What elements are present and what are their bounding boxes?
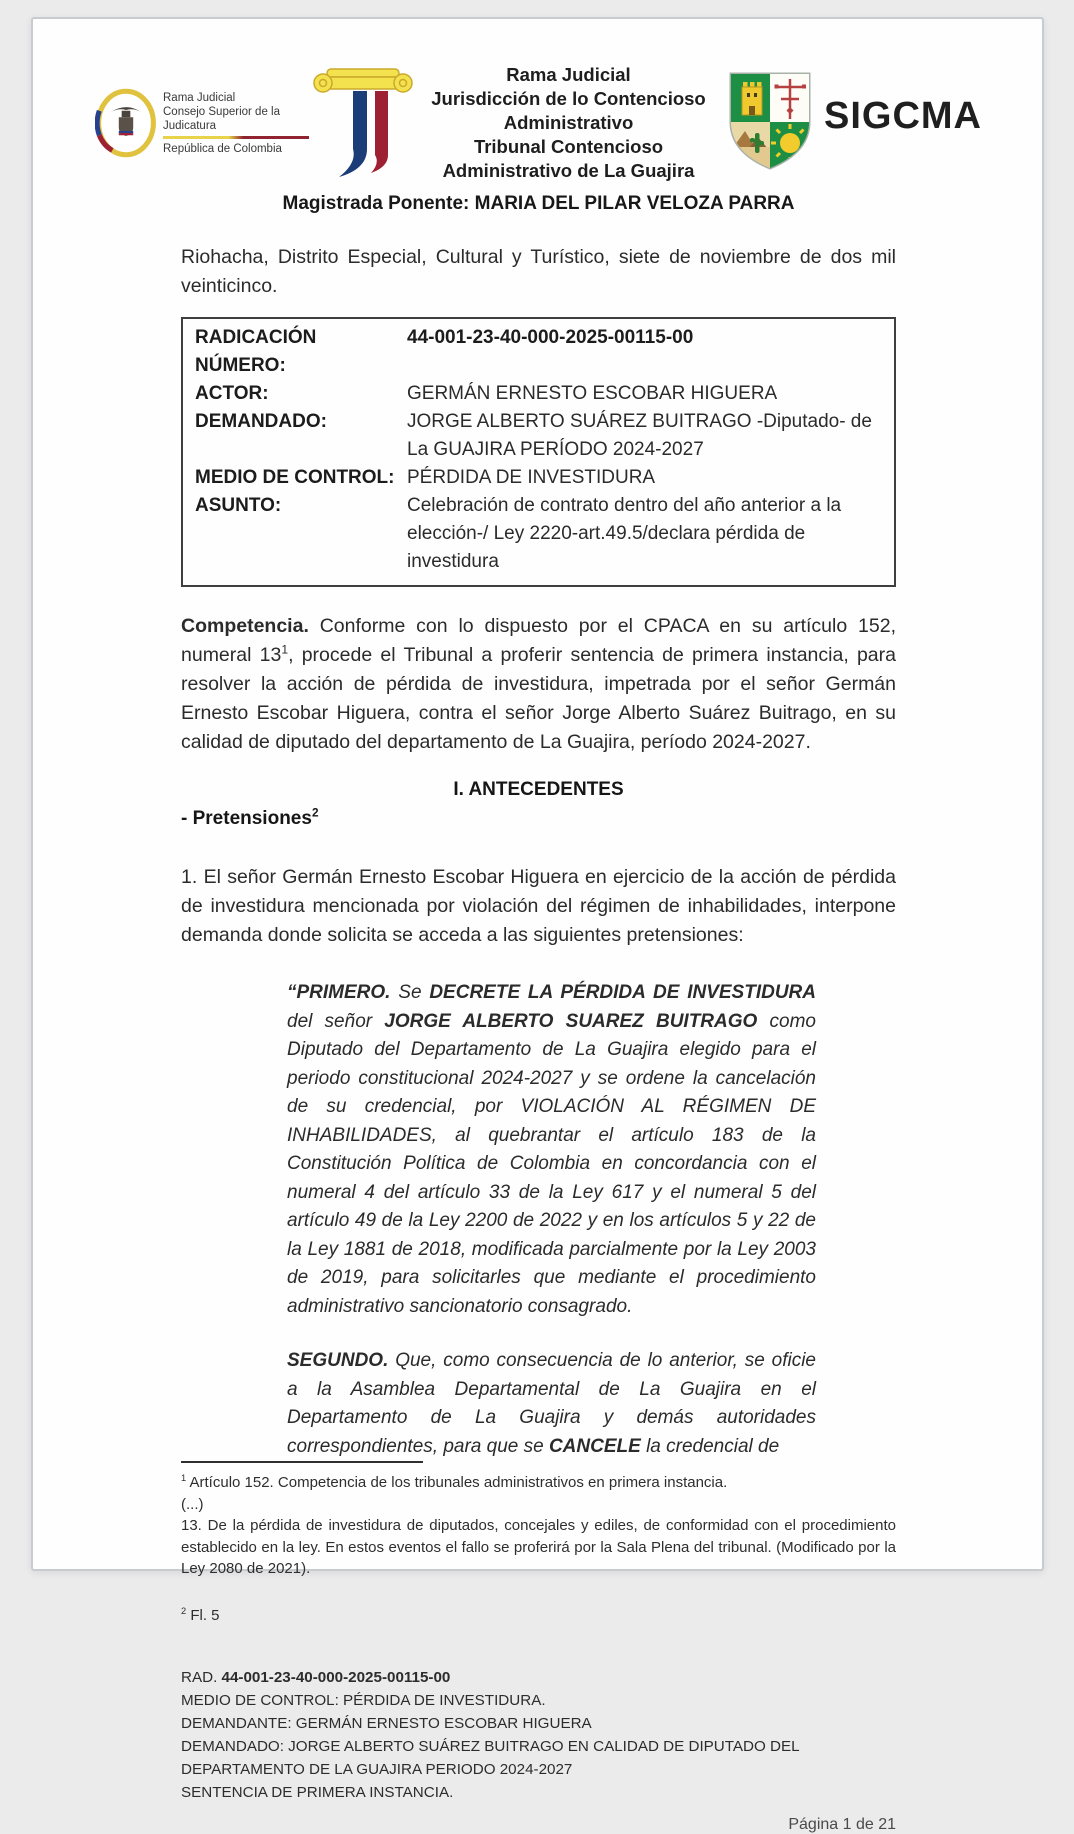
- row-value: Celebración de contrato dentro del año anterior a la elección-/ Ley 2220-art.49.5/declara pérdida de investidura: [407, 495, 842, 572]
- footer-line: DEMANDANTE: GERMÁN ERNESTO ESCOBAR HIGUERA: [181, 1714, 592, 1732]
- table-row: [195, 408, 882, 464]
- footer-line: MEDIO DE CONTROL: PÉRDIDA DE INVESTIDURA.: [181, 1691, 546, 1709]
- footnote-separator: [181, 1461, 423, 1463]
- row-value: JORGE ALBERTO SUÁREZ BUITRAGO -Diputado- de La GUAJIRA PERÍODO 2024-2027: [407, 411, 872, 460]
- footer-line: SENTENCIA DE PRIMERA INSTANCIA.: [181, 1783, 454, 1801]
- seal-text: [163, 91, 309, 156]
- case-footer: [181, 1666, 896, 1804]
- seal-line-3: República de Colombia: [163, 142, 282, 155]
- seal-line-2: Consejo Superior de la Judicatura: [163, 105, 280, 132]
- competencia-paragraph: Competencia. Conforme con lo dispuesto por el CPACA en su artículo 152, numeral $13^1$, procede el Tribunal a proferir sentencia de primera instancia, para resolver la acción de pérdida de investidura, impetrada por el señor Germán Ernesto Escobar Higuera, contra el señor Jorge Alberto Suárez Buitrago, en su calidad de diputado del departamento de La Guajira, período 2024-2027.: [181, 615, 896, 753]
- footer-line: DEMANDADO: JORGE ALBERTO SUÁREZ BUITRAGO EN CALIDAD DE DIPUTADO DEL DEPARTAMENTO DE LA GUAJIRA PERIODO 2024-2027: [181, 1737, 800, 1778]
- footnote-1-line-3: 13. De la pérdida de investidura de diputados, concejales y ediles, de conformidad con el procedimiento establecido en la ley. En estos eventos el fallo se proferirá por la Sala Plena del tribunal. (Modificado por la Ley 2080 de 2021).: [181, 1517, 896, 1577]
- document-header: [95, 63, 982, 183]
- table-row: [195, 492, 882, 576]
- row-label: MEDIO DE CONTROL:: [195, 467, 395, 488]
- row-label: ASUNTO:: [195, 495, 282, 516]
- footnote-1-line-1: $^1$ Artículo 152. Competencia de los tribunales administrativos en primera instancia.: [181, 1473, 728, 1491]
- table-row: [195, 380, 882, 408]
- document-page: [31, 17, 1044, 1833]
- quote-primero: “PRIMERO. Se DECRETE LA PÉRDIDA DE INVESTIDURA del señor JORGE ALBERTO SUAREZ BUITRAGO como Diputado del Departamento de La Guajira elegido para el periodo constitucional 2024-2027 y se ordene la cancelación de su credencial, por VIOLACIÓN AL RÉGIMEN DE INHABILIDADES, al quebrantar el artículo 183 de la Constitución Política de Colombia en concordancia con el numeral 4 del artículo 33 de la Ley 617 y el numeral 5 del artículo 49 de la Ley 2200 de 2022 y en los artículos 5 y 22 de la Ley 1881 de 2018, modificada parcialmente por la Ley 2003 de 2019, para solicitarles que mediante el procedimiento administrativo sancionatorio consagrado.: [287, 982, 816, 1317]
- rama-judicial-seal: [95, 74, 309, 172]
- date-paragraph: Riohacha, Distrito Especial, Cultural y Turístico, siete de noviembre de dos mil veinticinco.: [181, 246, 896, 297]
- row-label: RADICACIÓN NÚMERO:: [195, 327, 317, 376]
- page-indicator: Página 1 de 21: [788, 1815, 896, 1833]
- header-title-line-2: Jurisdicción de lo Contencioso Administrativo: [431, 88, 706, 133]
- header-title: [417, 63, 720, 183]
- judicial-column-icon: [311, 65, 415, 181]
- pretensiones-heading: - Pretensiones$^2$: [181, 806, 319, 829]
- seal-line-1: Rama Judicial: [163, 91, 236, 104]
- row-label: DEMANDADO:: [195, 411, 327, 432]
- magistrada-ponente-line: Magistrada Ponente: MARIA DEL PILAR VELOZA PARRA: [282, 193, 795, 214]
- row-value: 44-001-23-40-000-2025-00115-00: [407, 327, 694, 348]
- row-value: PÉRDIDA DE INVESTIDURA: [407, 467, 656, 488]
- section-heading-antecedentes: I. ANTECEDENTES: [453, 779, 624, 800]
- footnote-1-line-2: (...): [181, 1495, 204, 1513]
- header-title-line-1: Rama Judicial: [506, 64, 631, 85]
- footnote-2: $^2$ Fl. 5: [181, 1605, 220, 1624]
- footer-rad-line: RAD. 44-001-23-40-000-2025-00115-00: [181, 1668, 451, 1686]
- sigcma-shield: [724, 69, 816, 178]
- table-row: [195, 324, 882, 380]
- header-title-line-3: Tribunal Contencioso Administrativo de La Guajira: [442, 136, 695, 181]
- quote-segundo: SEGUNDO. Que, como consecuencia de lo anterior, se oficie a la Asamblea Departamental de La Guajira en el Departamento de La Guajira y demás autoridades correspondientes, para que se CANCELE la credencial de: [287, 1350, 816, 1457]
- sigcma-label: SIGCMA: [824, 94, 982, 137]
- seal-divider: [163, 136, 309, 139]
- colombia-coat-of-arms-icon: [95, 74, 157, 172]
- row-value: GERMÁN ERNESTO ESCOBAR HIGUERA: [407, 383, 778, 404]
- table-row: [195, 464, 882, 492]
- case-info-table: [181, 317, 896, 587]
- paragraph-1: 1. El señor Germán Ernesto Escobar Higuera en ejercicio de la acción de pérdida de investidura mencionada por violación del régimen de inhabilidades, interpone demanda donde solicita se acceda a las siguientes pretensiones:: [181, 866, 896, 946]
- sigcma-shield-icon: [724, 69, 816, 173]
- document-content: [33, 19, 1042, 1833]
- row-label: ACTOR:: [195, 383, 269, 404]
